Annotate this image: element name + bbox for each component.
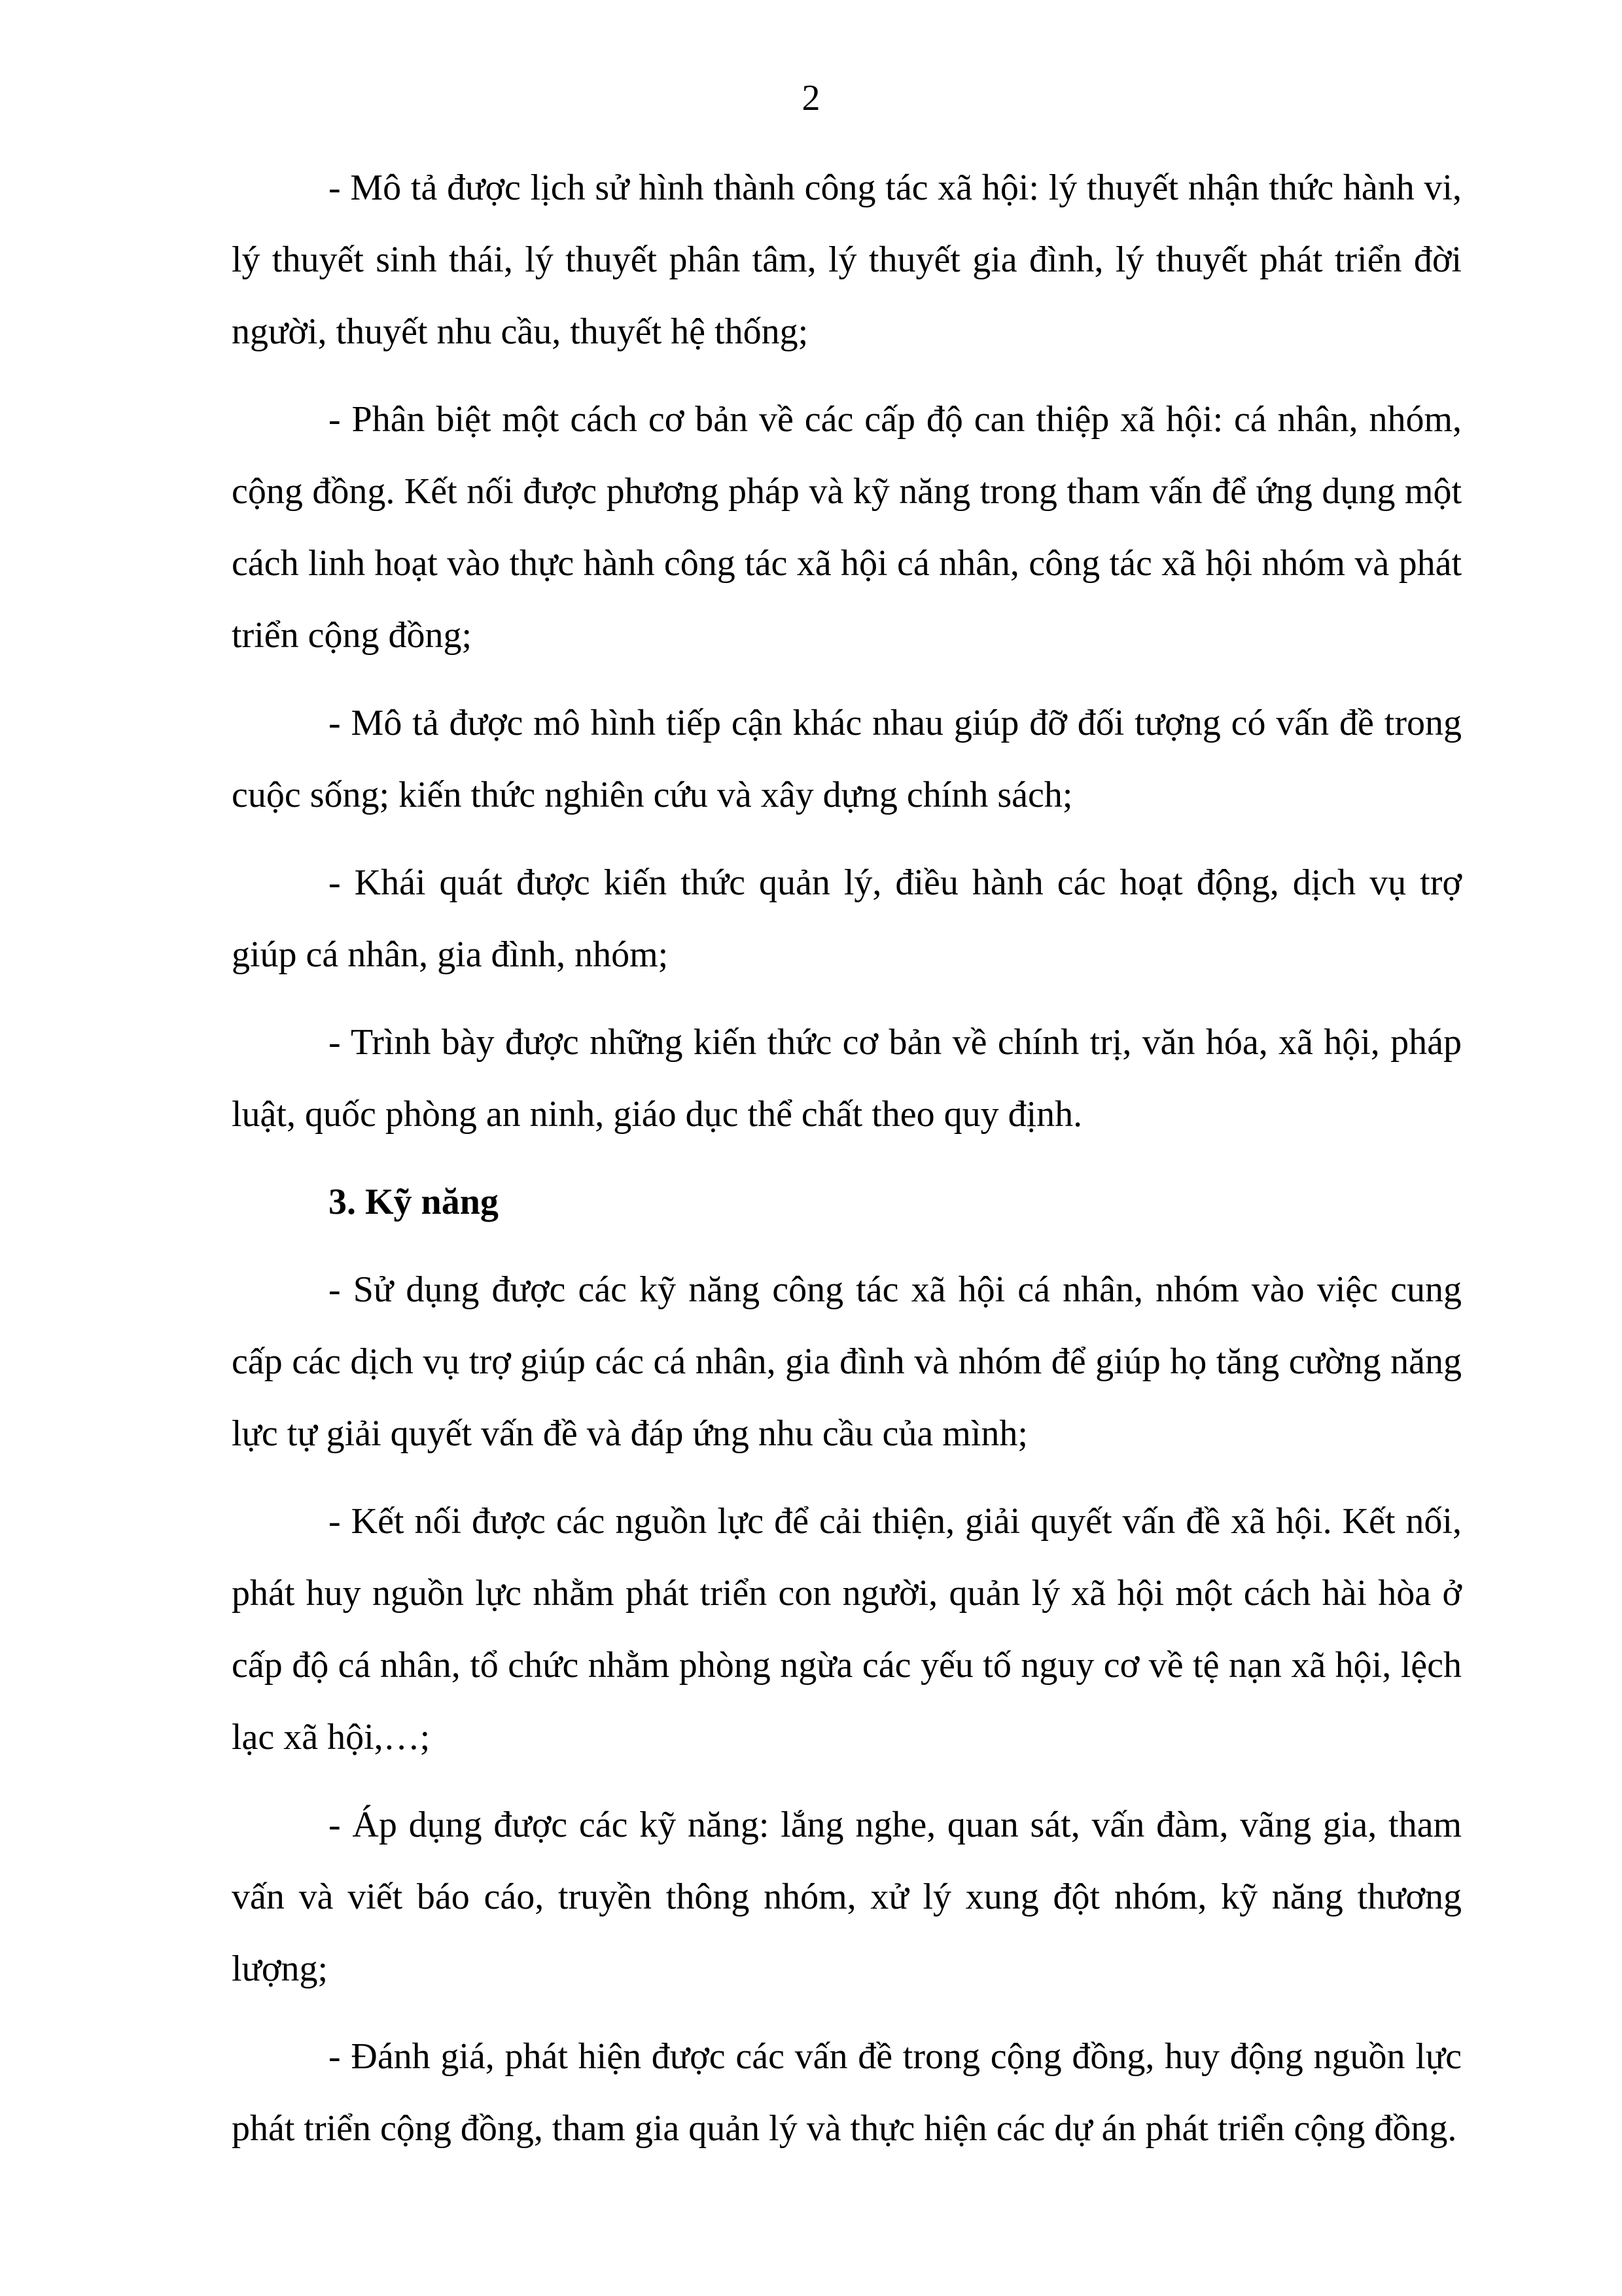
paragraph-skill-2: - Kết nối được các nguồn lực để cải thiện, giải quyết vấn đề xã hội. Kết nối, phát huy nguồn lực nhằm phát triển con người, quản lý xã hội một cách hài hòa ở cấp độ cá nhân, tổ chức nhằm phòng ngừa các yếu tố nguy cơ về tệ nạn xã hội, lệch lạc xã hội,…;: [232, 1501, 1462, 1757]
page-number: 2: [802, 78, 820, 118]
paragraph-skill-3: - Áp dụng được các kỹ năng: lắng nghe, quan sát, vấn đàm, vãng gia, tham vấn và viết báo cáo, truyền thông nhóm, xử lý xung đột nhóm, kỹ năng thương lượng;: [232, 1805, 1462, 1989]
document-body: [232, 152, 1462, 2180]
section-heading-skills: 3. Kỹ năng: [328, 1182, 499, 1222]
paragraph-skill-4: - Đánh giá, phát hiện được các vấn đề trong cộng đồng, huy động nguồn lực phát triển cộng đồng, tham gia quản lý và thực hiện các dự án phát triển cộng đồng.: [232, 2036, 1462, 2149]
paragraph-skill-1: - Sử dụng được các kỹ năng công tác xã hội cá nhân, nhóm vào việc cung cấp các dịch vụ trợ giúp các cá nhân, gia đình và nhóm để giúp họ tăng cường năng lực tự giải quyết vấn đề và đáp ứng nhu cầu của mình;: [232, 1269, 1462, 1454]
paragraph-knowledge-4: - Khái quát được kiến thức quản lý, điều hành các hoạt động, dịch vụ trợ giúp cá nhân, gia đình, nhóm;: [232, 862, 1462, 975]
paragraph-knowledge-1: - Mô tả được lịch sử hình thành công tác xã hội: lý thuyết nhận thức hành vi, lý thuyết sinh thái, lý thuyết phân tâm, lý thuyết gia đình, lý thuyết phát triển đời người, thuyết nhu cầu, thuyết hệ thống;: [232, 168, 1462, 352]
paragraph-knowledge-5: - Trình bày được những kiến thức cơ bản về chính trị, văn hóa, xã hội, pháp luật, quốc phòng an ninh, giáo dục thể chất theo quy định.: [232, 1022, 1462, 1135]
paragraph-knowledge-3: - Mô tả được mô hình tiếp cận khác nhau giúp đỡ đối tượng có vấn đề trong cuộc sống; kiến thức nghiên cứu và xây dựng chính sách;: [232, 703, 1462, 815]
paragraph-knowledge-2: - Phân biệt một cách cơ bản về các cấp độ can thiệp xã hội: cá nhân, nhóm, cộng đồng. Kết nối được phương pháp và kỹ năng trong tham vấn để ứng dụng một cách linh hoạt vào thực hành công tác xã hội cá nhân, công tác xã hội nhóm và phát triển cộng đồng;: [232, 399, 1462, 656]
